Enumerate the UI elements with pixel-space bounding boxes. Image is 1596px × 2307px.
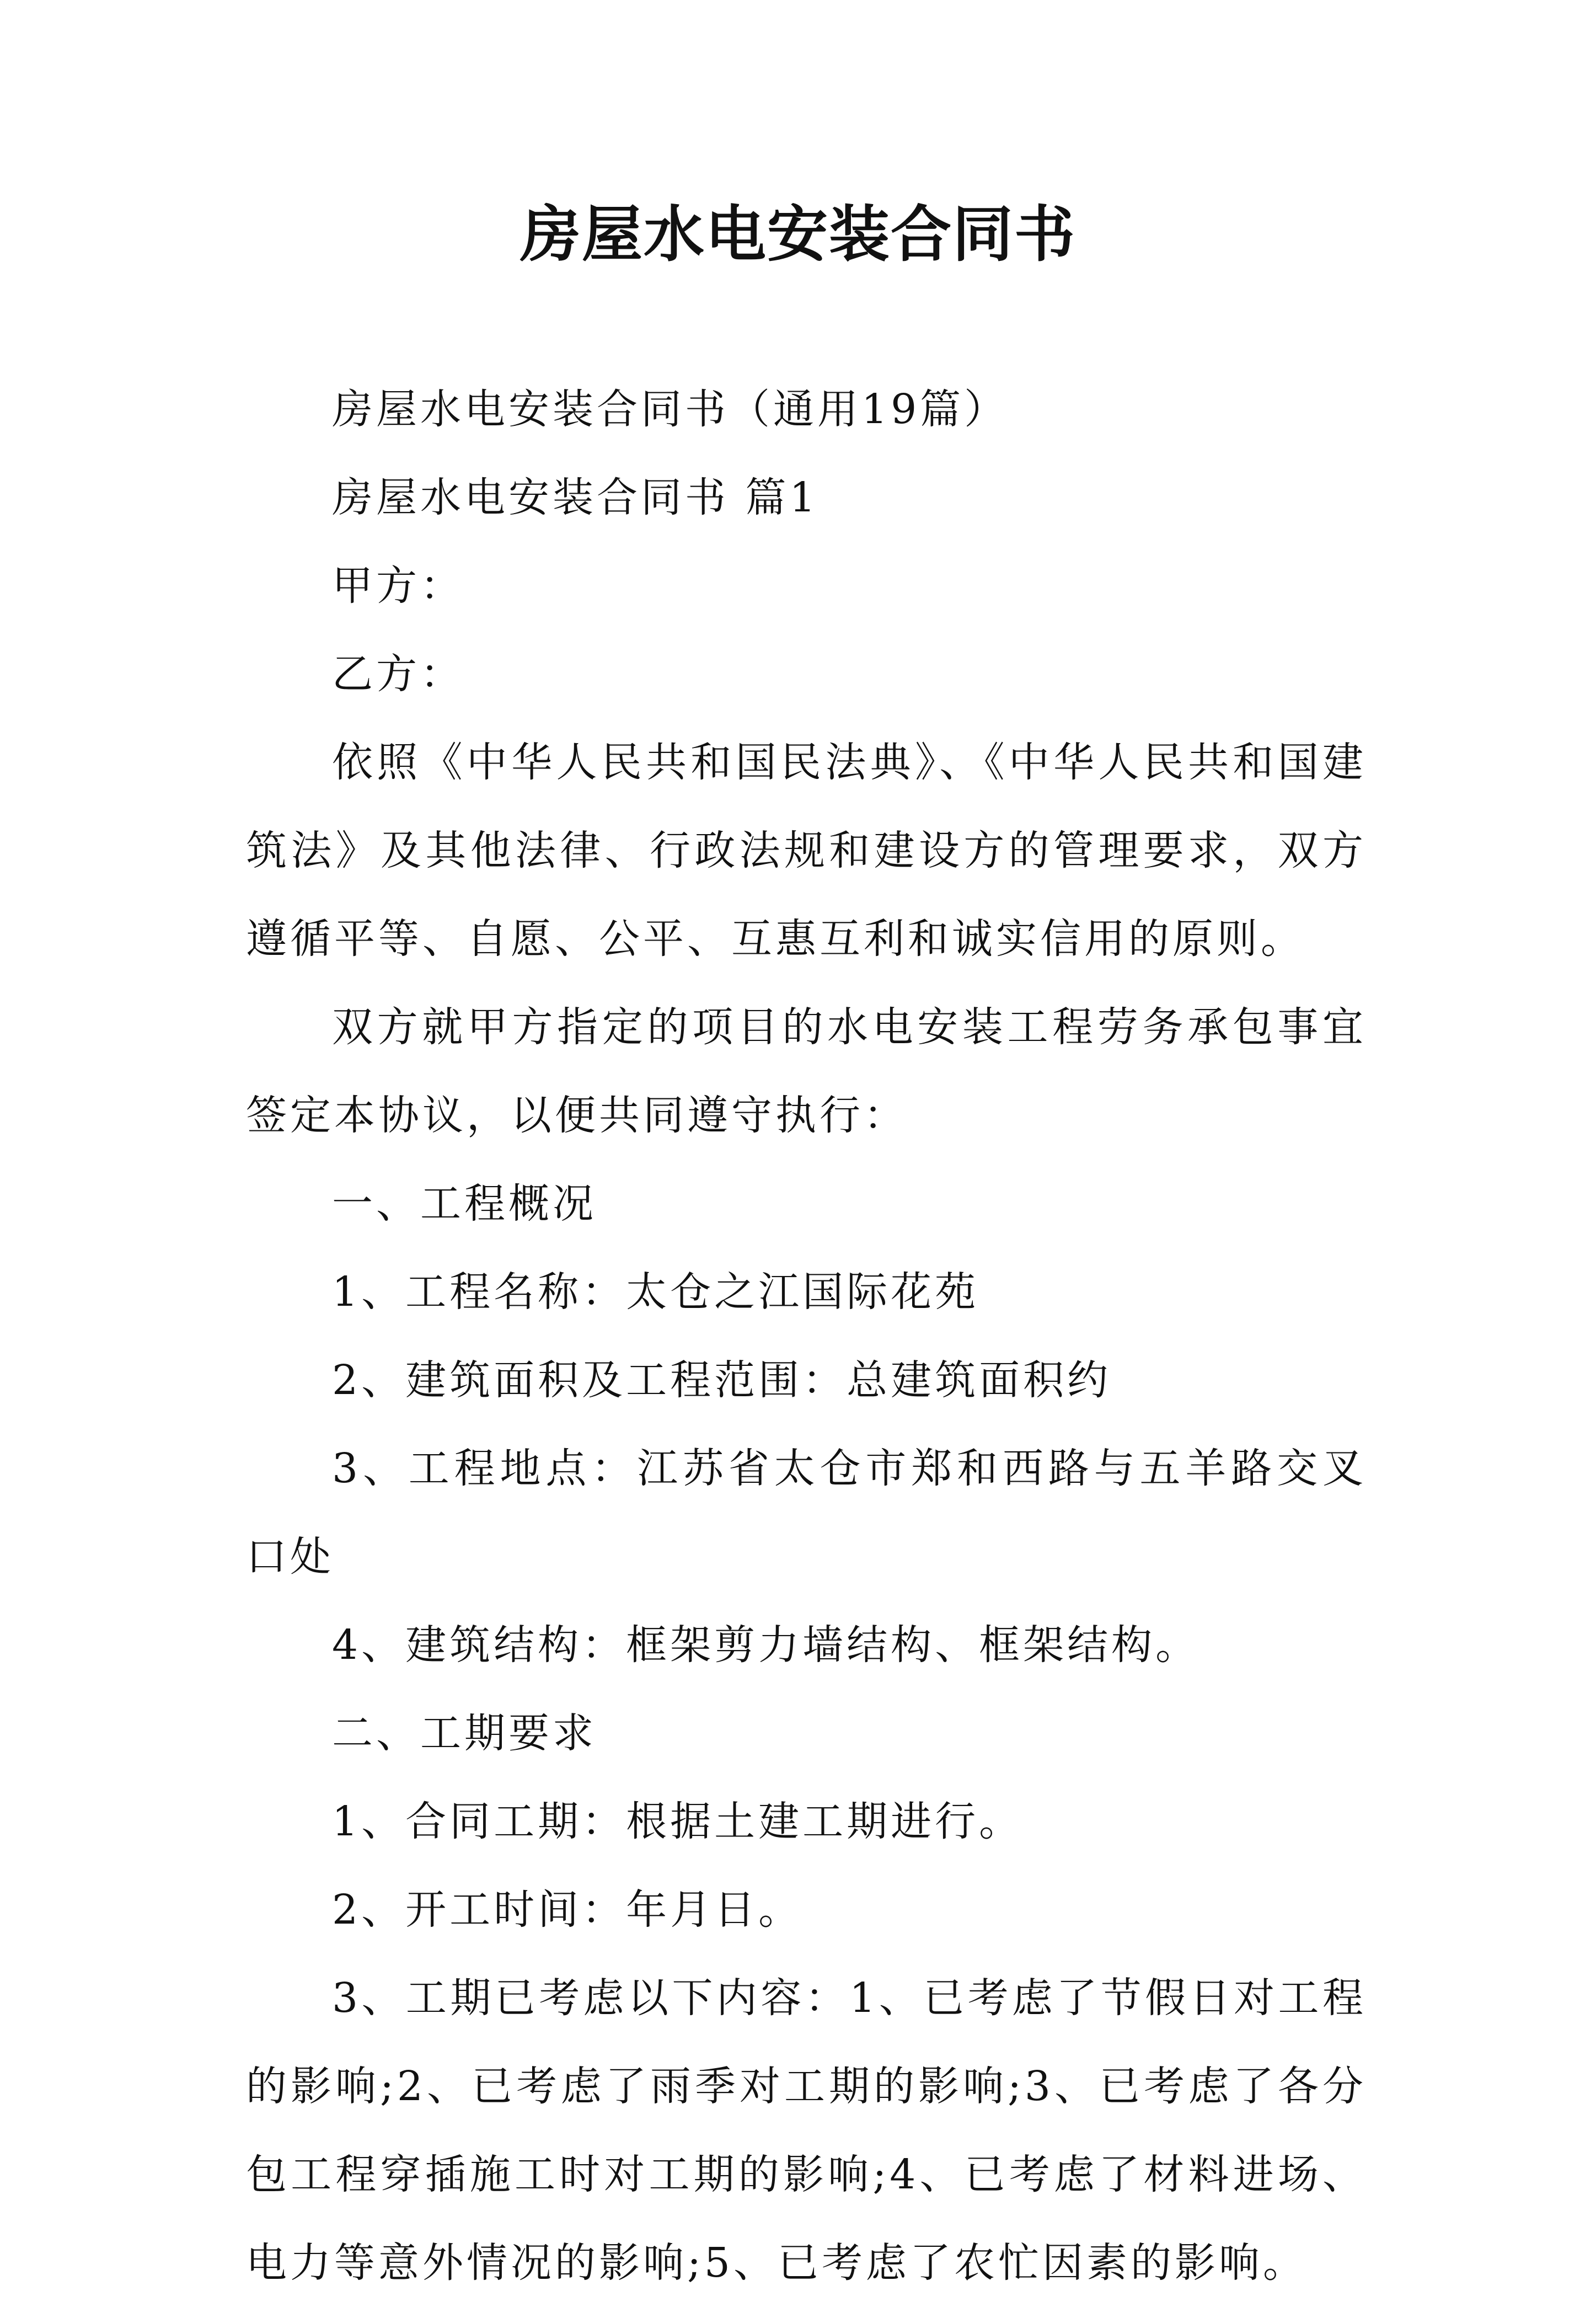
paragraph-project-location: 3、工程地点：江苏省太仓市郑和西路与五羊路交叉口处 xyxy=(246,1445,1367,1580)
paragraph-heading-project-overview: 一、工程概况 xyxy=(332,1180,597,1227)
paragraph-project-name: 1、工程名称：太仓之江国际花苑 xyxy=(332,1268,979,1316)
paragraph-heading-schedule: 二、工期要求 xyxy=(332,1710,597,1757)
paragraph-section-heading: 房屋水电安装合同书 篇1 xyxy=(332,474,819,521)
paragraph-party-b: 乙方： xyxy=(332,650,464,698)
paragraph-legal-basis: 依照《中华人民共和国民法典》、《中华人民共和国建筑法》及其他法律、行政法规和建设方的管理要求，双方遵循平等、自愿、公平、互惠互利和诚实信用的原则。 xyxy=(246,739,1367,963)
paragraph-start-date: 2、开工时间：年月日。 xyxy=(332,1886,803,1934)
paragraph-subtitle: 房屋水电安装合同书（通用19篇） xyxy=(332,386,1009,433)
paragraph-agreement-purpose: 双方就甲方指定的项目的水电安装工程劳务承包事宜签定本协议，以便共同遵守执行： xyxy=(246,1003,1367,1139)
document-title: 房屋水电安装合同书 xyxy=(520,199,1076,270)
paragraph-contract-duration: 1、合同工期：根据土建工期进行。 xyxy=(332,1798,1024,1845)
paragraph-building-structure: 4、建筑结构：框架剪力墙结构、框架结构。 xyxy=(332,1621,1200,1669)
paragraph-schedule-considerations: 3、工期已考虑以下内容：1、已考虑了节假日对工程的影响;2、已考虑了雨季对工期的影响;3、已考虑了各分包工程穿插施工时对工期的影响;4、已考虑了材料进场、电力等意外情况的影响;5、已考虑了农忙因素的影响。 xyxy=(246,1974,1367,2287)
document-body xyxy=(246,365,1367,2307)
paragraph-party-a: 甲方： xyxy=(332,562,464,610)
paragraph-building-area: 2、建筑面积及工程范围：总建筑面积约 xyxy=(332,1357,1112,1404)
